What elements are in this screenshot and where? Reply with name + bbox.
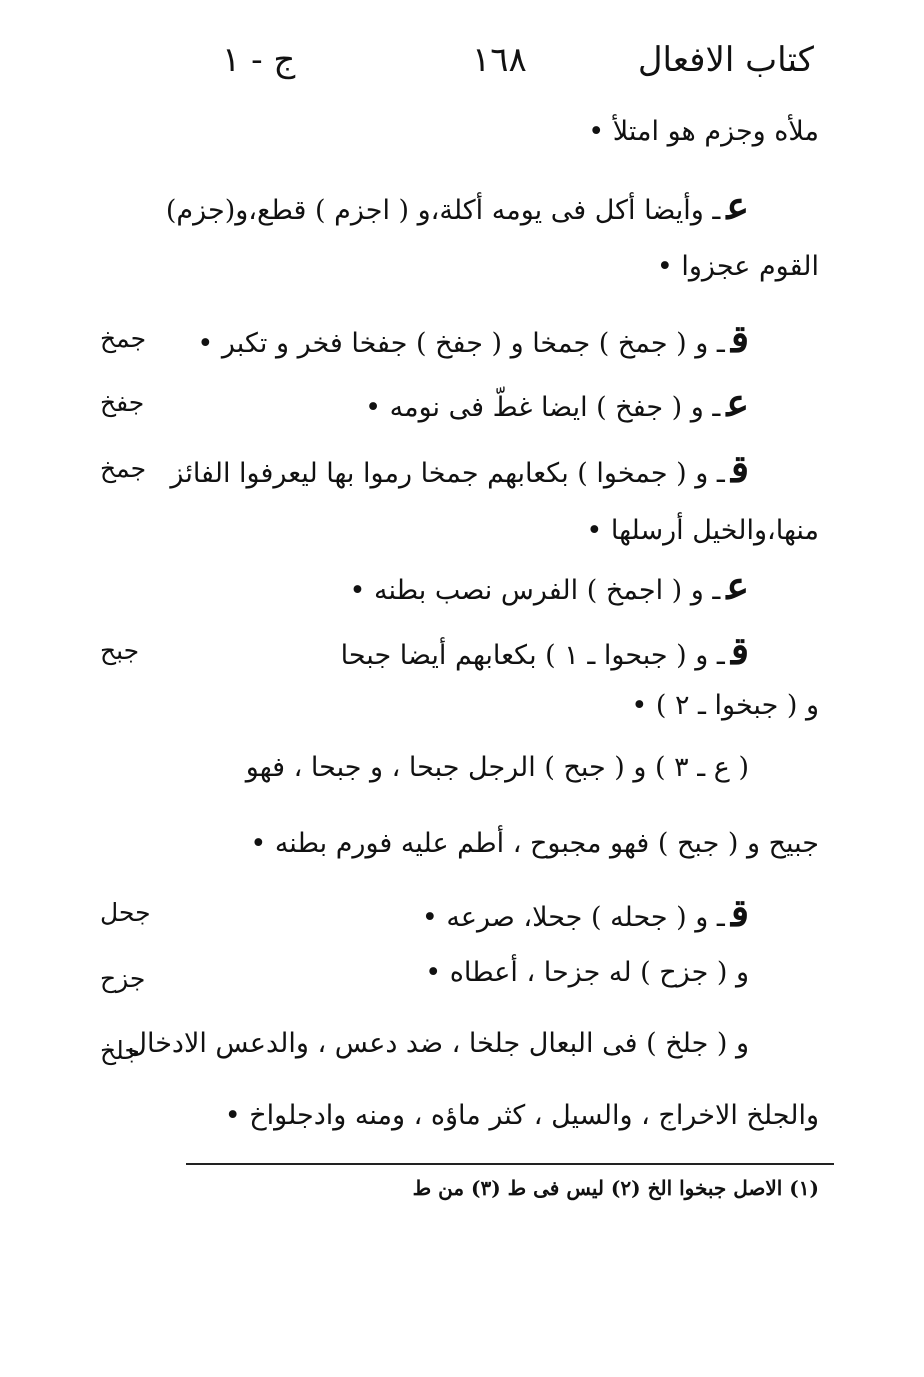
text-line: [197, 316, 749, 362]
line-text: ـ و ( جمخ ) جمخا و ( جفخ ) جفخا فخر و تكبر •: [197, 328, 725, 359]
text-line: [422, 890, 749, 936]
line-text: ملأه وجزم هو امتلأ •: [588, 116, 819, 147]
footnote: (١) الاصل جبخوا الخ (٢) ليس فى ط (٣) من ط: [412, 1176, 819, 1200]
source-siglum: ق: [730, 446, 749, 491]
text-line: [631, 690, 819, 722]
margin-root: جزح: [100, 964, 146, 993]
text-line: [588, 116, 819, 148]
line-text: و ( جبخوا ـ ٢ ) •: [631, 690, 819, 721]
margin-root: جفخ: [100, 388, 145, 417]
margin-root: جمخ: [100, 454, 147, 483]
text-line: [350, 563, 750, 609]
source-siglum: ق: [730, 890, 749, 935]
text-line: [225, 1100, 819, 1132]
book-title: كتاب الافعال: [637, 40, 814, 80]
line-text: ـ و ( جمخوا ) بكعابهم جمخا رموا بها ليعرفوا الفائز: [170, 458, 725, 489]
text-line: [246, 752, 749, 784]
text-line: [127, 1028, 749, 1060]
line-text: ( ع ـ ٣ ) و ( جبح ) الرجل جبحا ، و جبحا ، فهو: [245, 752, 749, 783]
margin-root: جمخ: [100, 324, 147, 353]
line-text: ـ و ( جبحوا ـ ١ ) بكعابهم أيضا جبحا: [340, 640, 725, 671]
source-siglum: ق: [730, 316, 749, 361]
line-text: والجلخ الاخراج ، والسيل ، كثر ماؤه ، ومنه وادجلواخ •: [224, 1100, 819, 1131]
line-text: ـ و ( اجمخ ) الفرس نصب بطنه •: [349, 575, 721, 606]
footnote-rule: [186, 1163, 834, 1165]
margin-root: جبح: [100, 636, 140, 665]
text-line: [365, 380, 749, 426]
text-line: [170, 446, 749, 492]
source-siglum: ع: [726, 563, 749, 608]
text-line: [250, 828, 819, 860]
line-text: ـ و ( جحله ) جحلا، صرعه •: [421, 902, 725, 933]
margin-root: جلخ: [100, 1036, 140, 1065]
text-line: [586, 515, 819, 547]
text-line: [657, 251, 819, 283]
line-text: منها،والخيل أرسلها •: [586, 515, 819, 546]
text-line: [341, 628, 749, 674]
line-text: القوم عجزوا •: [656, 251, 819, 282]
source-siglum: ع: [726, 380, 749, 425]
line-text: جبيح و ( جبح ) فهو مجبوح ، أطم عليه فورم بطنه •: [250, 828, 819, 859]
volume-number: ج - ١: [222, 40, 296, 80]
page-number: ١٦٨: [472, 40, 527, 80]
line-text: ـ و ( جفخ ) ايضا غطّ فى نومه •: [365, 392, 721, 423]
source-siglum: ق: [730, 628, 749, 673]
line-text: و ( جزح ) له جزحا ، أعطاه •: [425, 957, 749, 988]
text-line: [166, 183, 749, 229]
line-text: ـ وأيضا أكل فى يومه أكلة،و ( اجزم ) قطع،و(جزم): [165, 195, 721, 226]
margin-root: جحل: [100, 898, 151, 927]
text-line: [425, 957, 749, 989]
source-siglum: ع: [726, 183, 749, 228]
line-text: و ( جلخ ) فى البعال جلخا ، ضد دعس ، والدعس الادخال: [127, 1028, 749, 1059]
